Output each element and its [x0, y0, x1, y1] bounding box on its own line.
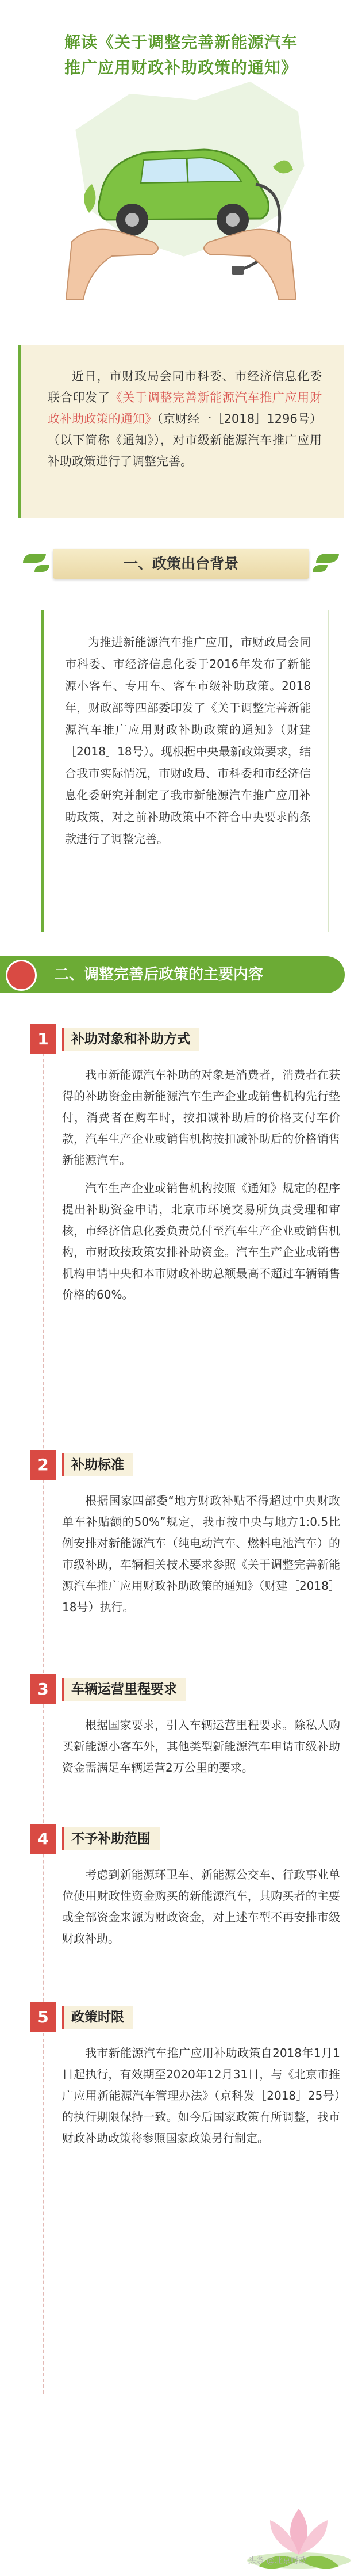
section2-title: 二、调整完善后政策的主要内容 [54, 966, 264, 983]
ev-car-in-hands-illustration [66, 98, 296, 305]
item-number-badge: 2 [30, 1450, 56, 1480]
hero-banner [0, 0, 362, 322]
section1-header [0, 541, 362, 587]
item-paragraph: 我市新能源汽车推广应用补助政策自2018年1月1日起执行，有效期至2020年12月31日，与《北京市推广应用新能源汽车管理办法》（京科发［2018］25号）的执行期限保持一致。如今后国家政策有所调整，我市财政补助政策将参照国家政策另行制定。 [62, 2046, 340, 2145]
leaf-decoration-right [316, 554, 339, 563]
item-body [62, 2035, 340, 2149]
intro-notice-title-highlight: 《关于调整完善新能源汽车推广应用财政补助政策的通知》 [48, 391, 322, 426]
policy-item-header [30, 1024, 340, 1056]
section1-title-bar [53, 549, 309, 579]
item-title: 不予补助范围 [62, 1827, 160, 1850]
policy-item-2 [30, 1450, 340, 1618]
pin-icon [6, 960, 37, 991]
item-title: 政策时限 [62, 2006, 133, 2029]
item-paragraph: 我市新能源汽车补助的对象是消费者，消费者在获得的补助资金由新能源汽车生产企业或销售机构先行垫付，消费者在购车时，按扣减补助后的价格支付车价款，汽车生产企业或销售机构按扣减补助后的价格销售新能源汽车。 [62, 1068, 340, 1167]
item-paragraph: 汽车生产企业或销售机构按照《通知》规定的程序提出补助资金申请，北京市环境交易所负责受理和审核，市经济信息化委负责兑付至汽车生产企业或销售机构，市财政按政策安排补助资金。汽车生产企业或销售机构申请中央和本市财政补助总额最高不超过车辆销售价格的60%。 [62, 1181, 340, 1302]
policy-item-3 [30, 1674, 340, 1779]
hero-title [0, 30, 362, 81]
item-paragraph: 根据国家四部委“地方财政补贴不得超过中央财政单车补贴额的50%”规定，我市按中央与地方1:0.5比例安排对新能源汽车（纯电动汽车、燃料电池汽车）的市级补助，车辆相关技术要求参照《关于调整完善新能源汽车推广应用财政补助政策的通知》（财建［2018］18号）执行。 [62, 1494, 340, 1614]
intro-text-before: 近日，市财政局会同市科委、市经济信息化委联合印发了 [48, 369, 322, 404]
lotus-footer-illustration [0, 2474, 362, 2576]
policy-item-4 [30, 1824, 340, 1949]
policy-item-5 [30, 2002, 340, 2149]
policy-item-1 [30, 1024, 340, 1306]
item-paragraph: 考虑到新能源环卫车、新能源公交车、行政事业单位使用财政性资金购买的新能源汽车，其购买者的主要或全部资金来源为财政资金，对上述车型不再安排市级财政补助。 [62, 1868, 340, 1945]
section2-header [0, 949, 362, 1001]
hero-title-line2: 推广应用财政补助政策的通知》 [64, 58, 298, 77]
leaf-decoration-left [23, 554, 46, 563]
item-number-badge: 1 [30, 1024, 56, 1054]
item-paragraph: 根据国家要求，引入车辆运营里程要求。除私人购买新能源小客车外，其他类型新能源汽车申请市级补助资金需满足车辆运营2万公里的要求。 [62, 1718, 340, 1774]
item-body [62, 1707, 340, 1779]
section1-body: 为推进新能源汽车推广应用，市财政局会同市科委、市经济信息化委于2016年发布了新能源小客车、专用车、客车市级补助政策。2018年，财政部等四部委印发了《关于调整完善新能源汽车推广应用财政补助政策的通知》（财建［2018］18号）。现根据中央最新政策要求，结合我市实际情况，市财政局、市科委和市经济信息化委研究并制定了我市新能源汽车推广应用补助政策，对之前补助政策中不符合中央要求的条款进行了调整完善。 [65, 635, 311, 846]
leaf-decoration-right-2 [313, 565, 328, 572]
intro-text-after: （京财经一［2018］1296号）（以下简称《通知》），对市级新能源汽车推广应用补助政策进行了调整完善。 [48, 412, 322, 468]
item-body [62, 1056, 340, 1306]
leaf-decoration-left-2 [34, 565, 49, 572]
item-title: 补助对象和补助方式 [62, 1028, 199, 1051]
item-body [62, 1482, 340, 1618]
policy-item-header [30, 1450, 340, 1482]
section2-title-bar [0, 956, 345, 993]
section1-title: 一、政策出台背景 [123, 555, 238, 572]
item-number-badge: 3 [30, 1674, 56, 1704]
source-watermark: 头条 @北京财政 [248, 2556, 307, 2566]
policy-item-header [30, 1824, 340, 1856]
intro-box [18, 345, 344, 518]
item-body [62, 1856, 340, 1949]
item-number-badge: 5 [30, 2002, 56, 2032]
item-title: 车辆运营里程要求 [62, 1678, 186, 1701]
item-title: 补助标准 [62, 1453, 133, 1476]
policy-item-header [30, 2002, 340, 2035]
section1-body-box [41, 610, 329, 932]
hero-title-line1: 解读《关于调整完善新能源汽车 [64, 33, 298, 52]
policy-item-header [30, 1674, 340, 1707]
intro-paragraph [48, 366, 322, 472]
item-number-badge: 4 [30, 1824, 56, 1854]
